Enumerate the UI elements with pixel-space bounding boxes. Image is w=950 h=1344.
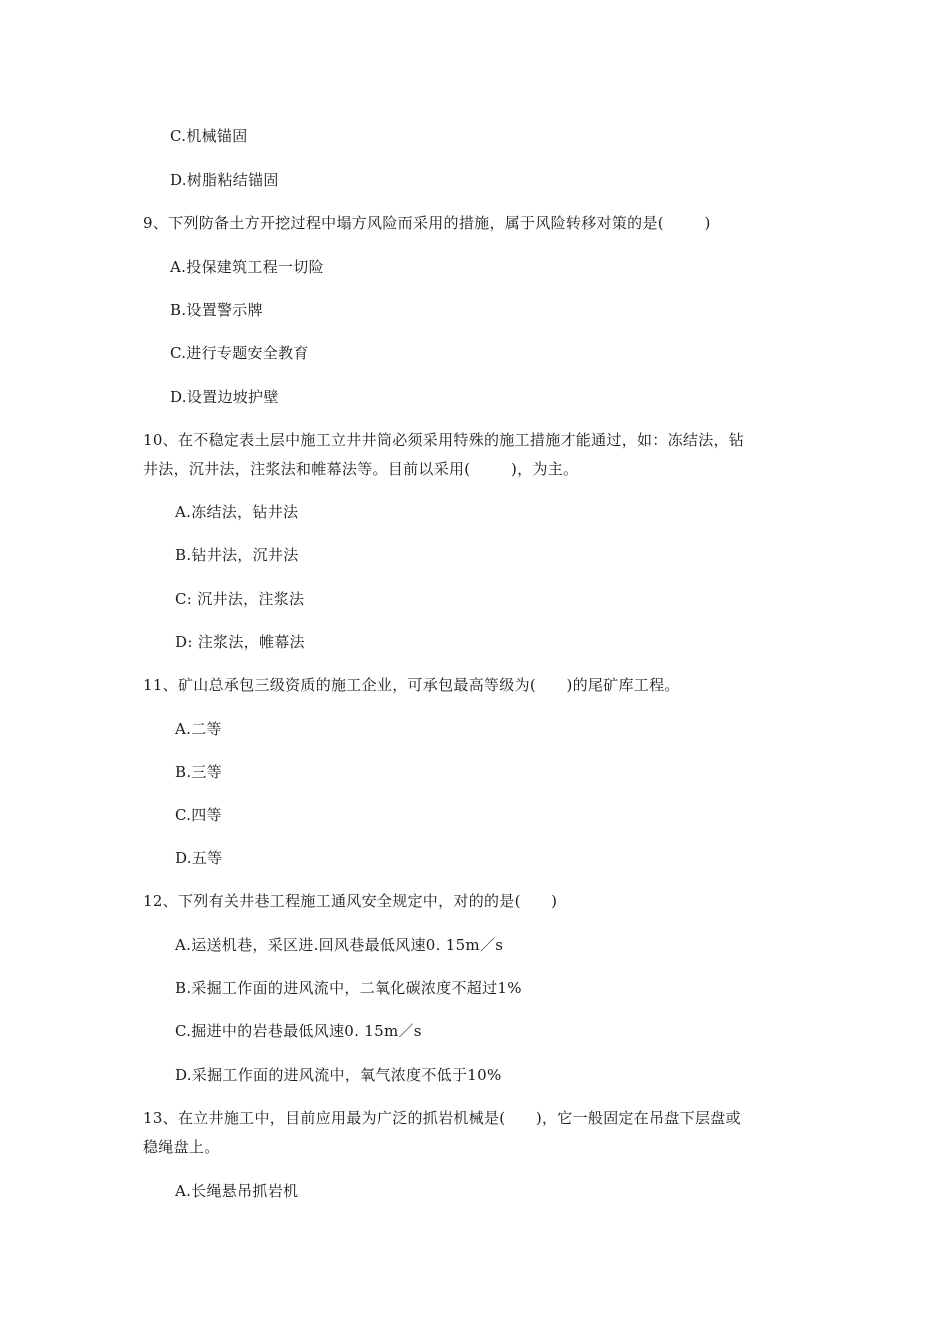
question-9-option-b: B.设置警示牌 bbox=[170, 301, 263, 319]
question-9-stem: 9、下列防备土方开挖过程中塌方风险而采用的措施，属于风险转移对策的是( ) bbox=[143, 214, 711, 232]
option-c-prev: C.机械锚固 bbox=[170, 127, 248, 145]
question-12-option-a: A.运送机巷，采区进.回风巷最低风速0. 15m／s bbox=[175, 936, 504, 954]
question-9-option-a: A.投保建筑工程一切险 bbox=[170, 258, 324, 276]
question-12-option-b: B.采掘工作面的进风流中，二氧化碳浓度不超过1% bbox=[175, 979, 522, 997]
question-11-option-b: B.三等 bbox=[175, 763, 222, 781]
question-13-stem-line1: 13、在立井施工中，目前应用最为广泛的抓岩机械是( )，它一般固定在吊盘下层盘或 bbox=[143, 1109, 741, 1127]
question-10-option-d: D: 注浆法，帷幕法 bbox=[175, 633, 305, 651]
question-10-stem-line2: 井法，沉井法，注浆法和帷幕法等。目前以采用( )，为主。 bbox=[143, 460, 579, 478]
question-11-option-d: D.五等 bbox=[175, 849, 223, 867]
question-12-option-c: C.掘进中的岩巷最低风速0. 15m／s bbox=[175, 1022, 422, 1040]
question-12-option-d: D.采掘工作面的进风流中，氧气浓度不低于10% bbox=[175, 1066, 502, 1084]
option-d-prev: D.树脂粘结锚固 bbox=[170, 171, 279, 189]
question-11-option-c: C.四等 bbox=[175, 806, 222, 824]
question-11-stem: 11、矿山总承包三级资质的施工企业，可承包最高等级为( )的尾矿库工程。 bbox=[143, 676, 680, 694]
question-9-option-d: D.设置边坡护壁 bbox=[170, 388, 279, 406]
question-10-option-c: C: 沉井法，注浆法 bbox=[175, 590, 305, 608]
question-10-option-a: A.冻结法，钻井法 bbox=[175, 503, 299, 521]
question-13-option-a: A.长绳悬吊抓岩机 bbox=[175, 1182, 299, 1200]
question-12-stem: 12、下列有关井巷工程施工通风安全规定中，对的的是( ) bbox=[143, 892, 558, 910]
question-13-stem-line2: 稳绳盘上。 bbox=[143, 1138, 220, 1156]
question-10-stem-line1: 10、在不稳定表土层中施工立井井筒必须采用特殊的施工措施才能通过，如：冻结法，钻 bbox=[143, 431, 745, 449]
question-9-option-c: C.进行专题安全教育 bbox=[170, 344, 309, 362]
question-10-option-b: B.钻井法，沉井法 bbox=[175, 546, 299, 564]
question-11-option-a: A.二等 bbox=[175, 720, 222, 738]
